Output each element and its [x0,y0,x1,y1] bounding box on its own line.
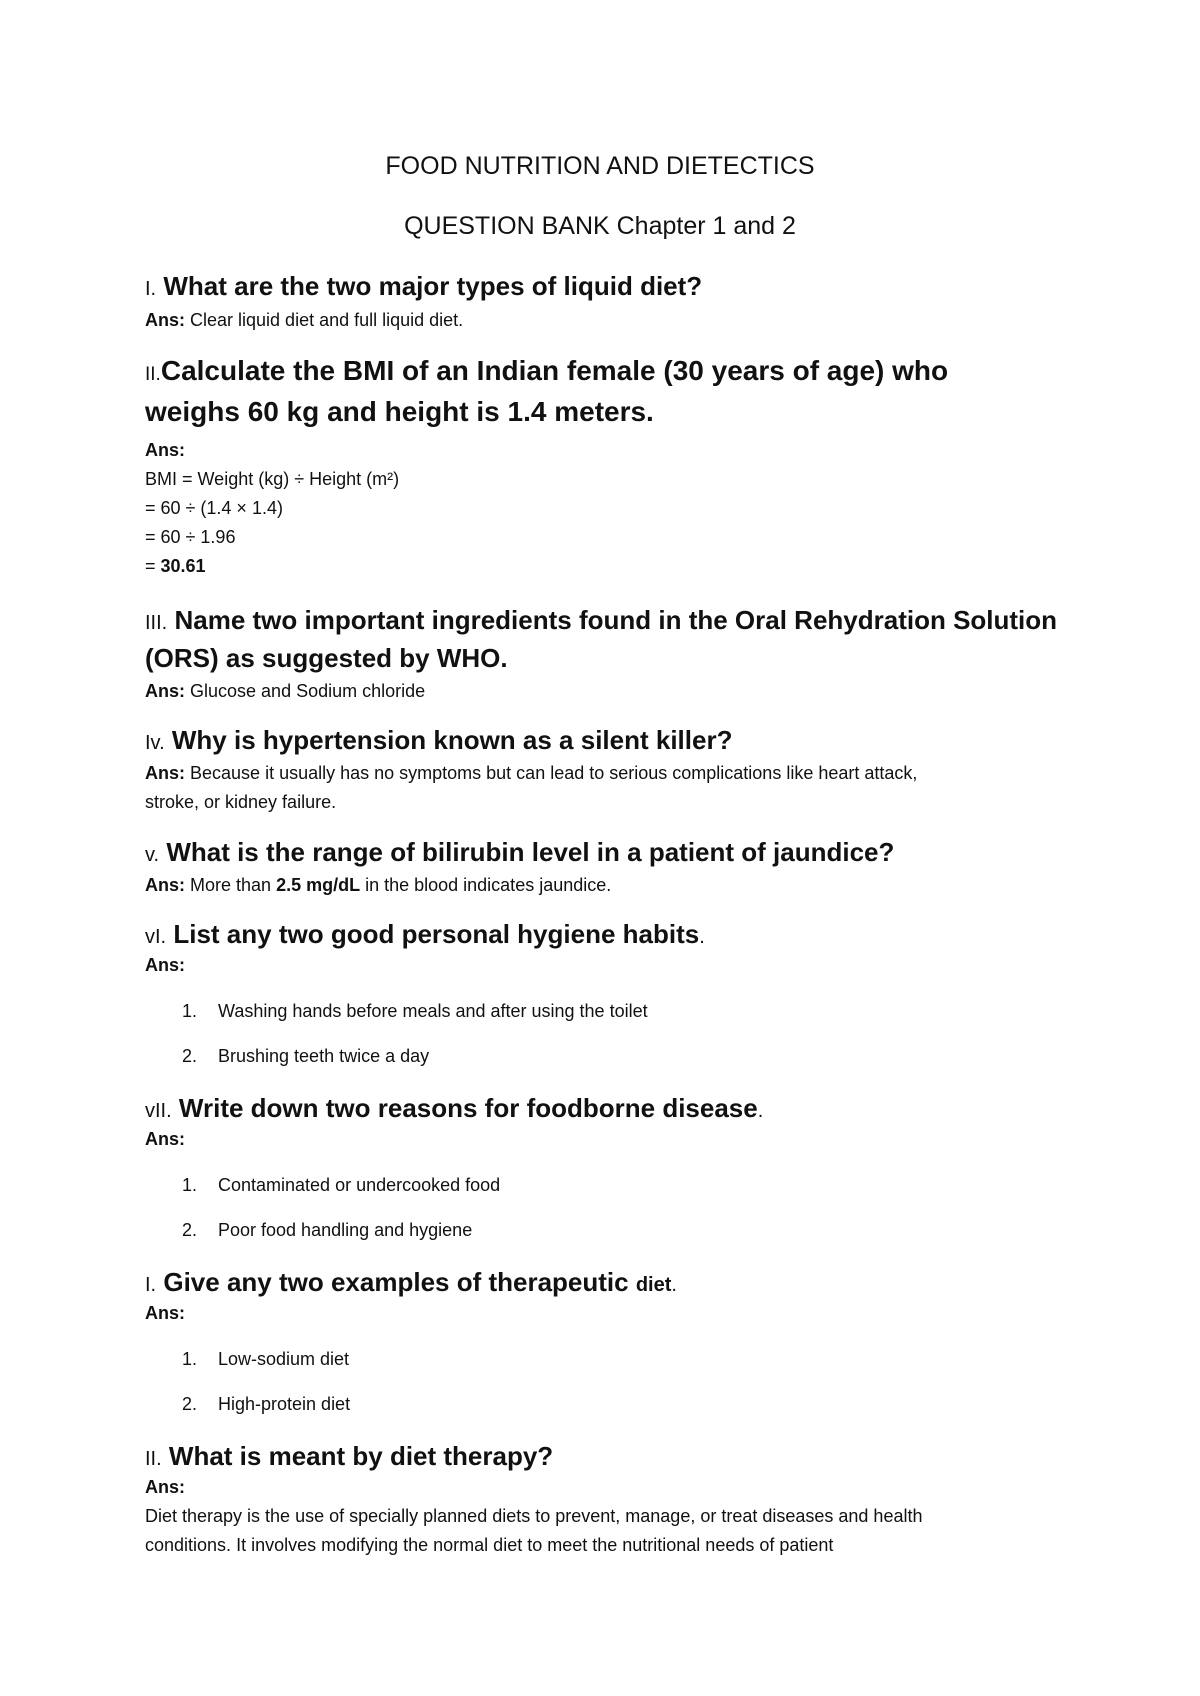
answer-text-bold: 2.5 mg/dL [276,875,361,895]
question-text-end: . [671,1274,677,1296]
list-item [182,1394,350,1415]
question-2 [145,355,948,387]
question-2-line2: weighs 60 kg and height is 1.4 meters. [145,396,654,427]
question-7 [145,1093,763,1124]
answer-3 [145,681,425,702]
question-3-line2: (ORS) as suggested by WHO. [145,643,508,673]
question-text-line1: Calculate the BMI of an Indian female (30 years of age) who [160,355,949,386]
list-item-text: Contaminated or undercooked food [218,1175,501,1195]
answer-9-line1: Diet therapy is the use of specially planned diets to prevent, manage, or treat diseases and health [145,1506,923,1526]
ans-label: Ans: [145,1477,185,1497]
list-item [182,1175,500,1196]
question-number: II. [145,364,161,385]
answer-text-pre: conditions. [145,1535,237,1555]
question-1 [145,271,702,302]
list-item-number: 2. [182,1220,198,1240]
question-text: What are the two major types of liquid diet? [163,271,703,301]
answer-text-post: in the blood indicates jaundice. [360,875,612,895]
question-text-small: diet [635,1274,672,1296]
list-item-text: High-protein diet [218,1394,351,1414]
question-text: What is meant by diet therapy? [168,1441,554,1471]
ans-label: Ans: [145,1303,185,1323]
calc-result-value: 30.61 [160,556,206,576]
question-number: vII. [145,1100,172,1122]
calc-line-3: = 60 ÷ 1.96 [145,527,236,547]
answer-4 [145,763,917,784]
question-text: List any two good personal hygiene habits [173,919,700,949]
answer-2-label [145,440,185,461]
answer-9-label [145,1477,185,1498]
question-number: II. [145,1448,162,1470]
list-item-text: Low-sodium diet [218,1349,350,1369]
ans-label: Ans: [145,955,185,975]
question-9 [145,1441,553,1472]
document-title: FOOD NUTRITION AND DIETECTICS [385,152,815,180]
list-item-text: Poor food handling and hygiene [218,1220,473,1240]
answer-6-label [145,955,185,976]
answer-text: Clear liquid diet and full liquid diet. [190,310,464,330]
answer-text: Glucose and Sodium chloride [190,681,426,701]
answer-text-post: It involves modifying the normal diet to meet the nutritional needs of patient [236,1535,834,1555]
list-item-number: 1. [182,1175,198,1195]
ans-label: Ans: [145,310,185,330]
list-item-text: Brushing teeth twice a day [218,1046,430,1066]
answer-4-line2: stroke, or kidney failure. [145,792,337,812]
list-item [182,1046,429,1067]
question-text-end: . [699,926,705,948]
question-8 [145,1267,677,1298]
calc-result [145,556,206,577]
answer-text-line1: Because it usually has no symptoms but can lead to serious complications like heart attack, [190,763,918,783]
list-item-number: 2. [182,1394,198,1414]
question-4 [145,725,732,756]
list-item [182,1001,648,1022]
list-item [182,1220,472,1241]
ans-label: Ans: [145,440,185,460]
question-number: vI. [145,926,167,948]
ans-label: Ans: [145,875,185,895]
answer-5 [145,875,611,896]
ans-label: Ans: [145,681,185,701]
question-text-end: . [757,1100,764,1122]
document-subtitle: QUESTION BANK Chapter 1 and 2 [404,212,796,240]
calc-result-prefix: = [145,556,161,576]
question-number: v. [145,844,160,866]
list-item-number: 2. [182,1046,198,1066]
question-6 [145,919,705,950]
ans-label: Ans: [145,763,185,783]
question-text: Why is hypertension known as a silent killer? [171,725,733,755]
list-item-text: Washing hands before meals and after using the toilet [218,1001,648,1021]
list-item-number: 1. [182,1349,198,1369]
question-text: Write down two reasons for foodborne disease [178,1093,758,1123]
answer-text-pre: More than [190,875,277,895]
question-text: What is the range of bilirubin level in a patient of jaundice? [166,837,895,867]
question-5 [145,837,894,868]
question-number: I. [145,1274,157,1296]
answer-8-label [145,1303,185,1324]
answer-9-line2 [145,1535,833,1556]
calc-line-1: BMI = Weight (kg) ÷ Height (m²) [145,469,400,489]
question-number: III. [145,612,168,634]
question-number: Iv. [145,732,165,754]
list-item [182,1349,349,1370]
calc-line-2: = 60 ÷ (1.4 × 1.4) [145,498,283,518]
answer-7-label [145,1129,185,1150]
question-text-line1: Name two important ingredients found in the Oral Rehydration Solution [174,605,1058,635]
list-item-number: 1. [182,1001,198,1021]
answer-1 [145,310,463,331]
question-text: Give any two examples of therapeutic [163,1267,636,1297]
question-3 [145,605,1057,636]
question-number: I. [145,278,157,300]
ans-label: Ans: [145,1129,185,1149]
